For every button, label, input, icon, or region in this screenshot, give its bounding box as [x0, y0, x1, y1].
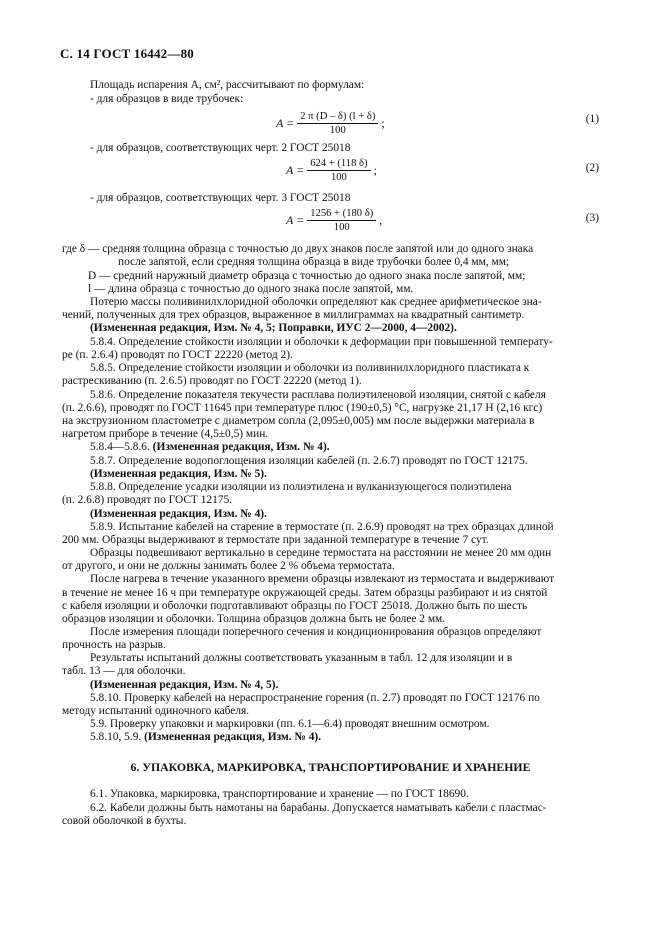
- body-line: на экструзионном пластометре с диаметром сопла (2,095±0,005) мм после выдержки материала в: [62, 415, 535, 427]
- body-line: [90, 731, 321, 744]
- body-line: после запятой, если средняя толщина образца в виде трубочки более 0,4 мм, мм;: [118, 256, 510, 268]
- formula-denominator: 100: [333, 222, 350, 233]
- body-line: нагретом приборе в течение (4,5±0,5) мин.: [62, 428, 269, 440]
- formula-3: [286, 208, 382, 233]
- amendment-note: (Измененная редакция, Изм. № 4).: [90, 508, 267, 520]
- body-line: 5.8.8. Определение усадки изоляции из полиэтилена и вулканизующегося полиэтилена: [90, 481, 512, 493]
- body-line: 5.8.9. Испытание кабелей на старение в термостате (п. 2.6.9) проводят на трех образцах длиной: [90, 521, 554, 533]
- amendment-note: (Измененная редакция, Изм. № 4).: [152, 441, 330, 453]
- body-line: После нагрева в течение указанного времени образцы извлекают из термостата и выдерживают: [90, 573, 555, 585]
- body-line: 5.8.6. Определение показателя текучести расплава полиэтиленовой изоляции, снятой с кабеля: [90, 389, 546, 401]
- body-line: растрескиванию (п. 2.6.5) проводят по ГОСТ 22220 (метод 1).: [62, 375, 362, 387]
- body-line: Потерю массы поливинилхлоридной оболочки определяют как среднее арифметическое зна-: [90, 296, 542, 308]
- formula-number: (3): [585, 212, 599, 224]
- formula-numerator: 624 + (118 δ): [307, 158, 370, 171]
- body-line: (п. 2.6.8) проводят по ГОСТ 12175.: [62, 494, 233, 506]
- page-header: С. 14 ГОСТ 16442—80: [60, 46, 194, 61]
- body-line: от другого, и они не должны занимать более 2 % объема термостата.: [62, 560, 395, 572]
- body-line: 5.9. Проверку упаковки и маркировки (пп. 6.1—6.4) проводят внешним осмотром.: [90, 718, 490, 730]
- body-line: образцов изоляции и оболочки. Толщина образцов должна быть не более 2 мм.: [62, 613, 446, 625]
- body-line: 5.8.10. Проверку кабелей на нераспространение горения (п. 2.7) проводят по ГОСТ 12176 по: [90, 692, 540, 704]
- formula-lhs: A =: [286, 163, 305, 177]
- body-line: D — средний наружный диаметр образца с точностью до одного знака после запятой, мм;: [88, 270, 526, 282]
- body-line: (п. 2.6.6), проводят по ГОСТ 11645 при температуре плюс (190±0,5) °С, нагрузке 21,17 Н (2,16 кгс): [62, 402, 543, 414]
- body-line: с кабеля изоляции и оболочки подготавливают образцы по ГОСТ 25018. Должно быть по шесть: [62, 600, 528, 612]
- amendment-note: (Измененная редакция, Изм. № 4, 5).: [90, 679, 279, 691]
- formula-numerator: 1256 + (180 δ): [307, 208, 376, 221]
- formula-lhs: A =: [276, 116, 295, 130]
- body-line: где δ — средняя толщина образца с точностью до двух знаков после запятой или до одного знака: [62, 243, 534, 255]
- formula-1: [276, 111, 385, 136]
- formula-number: (2): [585, 162, 599, 174]
- formula-2: [286, 158, 377, 183]
- body-line: [90, 441, 330, 454]
- body-line: Образцы подвешивают вертикально в середине термостата на расстоянии не менее 20 мм один: [90, 547, 552, 559]
- body-line: прочность на разрыв.: [62, 639, 166, 651]
- formula-numerator: 2 π (D – δ) (l + δ): [297, 111, 378, 124]
- body-line: ре (п. 2.6.4) проводят по ГОСТ 22220 (метод 2).: [62, 349, 293, 361]
- clause-range: 5.8.4—5.8.6.: [90, 441, 150, 453]
- tube-caption: - для образцов в виде трубочек:: [90, 93, 244, 105]
- body-line: методу испытаний одиночного кабеля.: [62, 705, 250, 717]
- amendment-note: (Измененная редакция, Изм. № 4).: [144, 731, 322, 743]
- body-line: Результаты испытаний должны соответствовать указанным в табл. 12 для изоляции и в: [90, 652, 513, 664]
- body-line: совой оболочкой в бухты.: [62, 815, 187, 827]
- formula-denominator: 100: [330, 172, 347, 183]
- body-line: 200 мм. Образцы выдерживают в термостате при заданной температуре в течение 7 сут.: [62, 534, 489, 546]
- body-line: 5.8.5. Определение стойкости изоляции и оболочки из поливинилхлоридного пластиката к: [90, 362, 530, 374]
- formula-number: (1): [585, 113, 599, 125]
- body-line: 6.2. Кабели должны быть намотаны на барабаны. Допускается наматывать кабели с пластмас-: [90, 802, 547, 814]
- body-line: 5.8.4. Определение стойкости изоляции и оболочки к деформации при повышенной температу-: [90, 336, 553, 348]
- section-heading: 6. УПАКОВКА, МАРКИРОВКА, ТРАНСПОРТИРОВАНИЕ И ХРАНЕНИЕ: [130, 760, 531, 774]
- body-line: 5.8.7. Определение водопоглощения изоляции кабелей (п. 2.6.7) проводят по ГОСТ 12175.: [90, 455, 528, 467]
- amendment-note: (Измененная редакция, Изм. № 5).: [90, 468, 267, 480]
- formula-denominator: 100: [329, 125, 346, 136]
- body-line: табл. 13 — для оболочки.: [62, 665, 186, 677]
- amendment-note: (Измененная редакция, Изм. № 4, 5; Поправки, ИУС 2—2000, 4—2002).: [90, 322, 457, 334]
- formula-lhs: A =: [286, 213, 305, 227]
- formula-2-caption: - для образцов, соответствующих черт. 2 ГОСТ 25018: [90, 142, 351, 154]
- area-intro: Площадь испарения A, см², рассчитывают по формулам:: [90, 79, 365, 91]
- body-line: в течение не менее 16 ч при температуре окружающей среды. Затем образцы разбирают и из снятой: [62, 587, 548, 599]
- formula-3-caption: - для образцов, соответствующих черт. 3 ГОСТ 25018: [90, 192, 351, 204]
- clause-range: 5.8.10, 5.9.: [90, 731, 142, 743]
- body-line: чений, полученных для трех образцов, выраженное в миллиграммах на квадратный сантиметр.: [62, 309, 525, 321]
- body-line: 6.1. Упаковка, маркировка, транспортирование и хранение — по ГОСТ 18690.: [90, 788, 469, 800]
- formula-end: ,: [379, 213, 383, 227]
- formula-end: ;: [381, 116, 385, 130]
- body-line: l — длина образца с точностью до одного знака после запятой, мм.: [88, 283, 414, 295]
- body-line: После измерения площади поперечного сечения и кондиционирования образцов определяют: [90, 626, 542, 638]
- formula-end: ;: [373, 163, 377, 177]
